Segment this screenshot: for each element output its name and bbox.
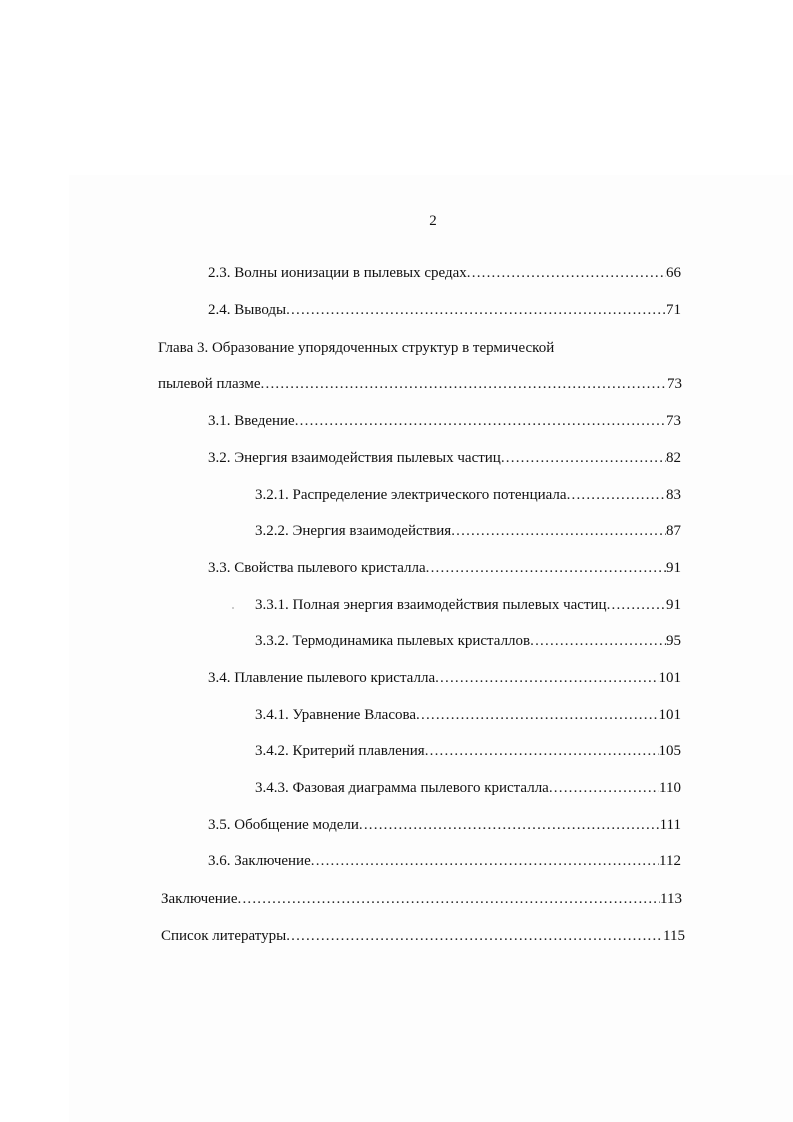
toc-entry-page: 101 bbox=[658, 670, 681, 686]
toc-entry-title: пылевой плазме bbox=[158, 376, 261, 392]
toc-entry-title: 3.3. Свойства пылевого кристалла bbox=[208, 560, 426, 576]
toc-leader-dots bbox=[425, 742, 659, 760]
toc-entry-page: 95 bbox=[666, 633, 681, 649]
toc-entry-title: 3.1. Введение bbox=[208, 413, 295, 429]
toc-entry-page: 110 bbox=[659, 780, 681, 796]
toc-entry-page: 91 bbox=[666, 560, 681, 576]
toc-entry-title: Глава 3. Образование упорядоченных структур в термической bbox=[158, 340, 555, 356]
toc-leader-dots bbox=[530, 632, 666, 650]
toc-entry-title: 3.5. Обобщение модели bbox=[208, 817, 359, 833]
toc-entry-3-3-2[interactable] bbox=[255, 632, 681, 650]
toc-entry-page: 115 bbox=[663, 928, 685, 944]
toc-entry-title: 3.4. Плавление пылевого кристалла bbox=[208, 670, 436, 686]
toc-leader-dots bbox=[295, 412, 666, 430]
toc-entry-3-4-2[interactable] bbox=[255, 742, 681, 760]
toc-entry-page: 91 bbox=[666, 597, 681, 613]
toc-leader-dots bbox=[549, 779, 659, 797]
toc-entry-title: 2.3. Волны ионизации в пылевых средах bbox=[208, 265, 467, 281]
toc-entry-title: 2.4. Выводы bbox=[208, 302, 287, 318]
toc-entry-bibliography[interactable] bbox=[161, 927, 685, 945]
toc-entry-title: Заключение bbox=[161, 891, 238, 907]
toc-entry-title: 3.2.1. Распределение электрического потенциала bbox=[255, 487, 567, 503]
toc-entry-title: 3.3.1. Полная энергия взаимодействия пылевых частиц bbox=[255, 597, 607, 613]
toc-leader-dots bbox=[286, 301, 666, 319]
toc-entry-title: 3.2. Энергия взаимодействия пылевых частиц bbox=[208, 450, 501, 466]
toc-entry-page: 73 bbox=[666, 413, 681, 429]
toc-leader-dots bbox=[359, 816, 660, 834]
toc-entry-page: 101 bbox=[658, 707, 681, 723]
toc-entry-3-3-1[interactable] bbox=[255, 596, 681, 614]
toc-entry-page: 82 bbox=[666, 450, 681, 466]
toc-entry-title: 3.4.1. Уравнение Власова bbox=[255, 707, 417, 723]
toc-entry-2-4[interactable] bbox=[208, 301, 681, 319]
toc-entry-3-3[interactable] bbox=[208, 559, 681, 577]
toc-leader-dots bbox=[607, 596, 666, 614]
toc-entry-3-1[interactable] bbox=[208, 412, 681, 430]
toc-entry-3-2-2[interactable] bbox=[255, 522, 681, 540]
toc-leader-dots bbox=[238, 890, 661, 908]
toc-leader-dots bbox=[416, 706, 658, 724]
toc-entry-page: 111 bbox=[659, 817, 681, 833]
toc-entry-page: 105 bbox=[658, 743, 681, 759]
toc-entry-3-4-1[interactable] bbox=[255, 706, 681, 724]
toc-entry-3-4-3[interactable] bbox=[255, 779, 681, 797]
toc-entry-3-2-1[interactable] bbox=[255, 486, 681, 504]
toc-entry-conclusion[interactable] bbox=[161, 890, 682, 908]
toc-entry-page: 112 bbox=[659, 853, 681, 869]
scan-speck bbox=[232, 607, 234, 609]
toc-leader-dots bbox=[426, 559, 666, 577]
toc-entry-chapter-3[interactable] bbox=[158, 375, 682, 393]
toc-leader-dots bbox=[501, 449, 666, 467]
toc-leader-dots bbox=[261, 375, 667, 393]
toc-entry-page: 83 bbox=[666, 487, 681, 503]
toc-entry-page: 66 bbox=[666, 265, 681, 281]
page-number: 2 bbox=[429, 213, 437, 229]
toc-chapter-3-heading[interactable] bbox=[158, 339, 554, 357]
toc-entry-3-4[interactable] bbox=[208, 669, 681, 687]
toc-leader-dots bbox=[451, 522, 666, 540]
toc-entry-page: 73 bbox=[667, 376, 682, 392]
toc-leader-dots bbox=[311, 852, 659, 870]
toc-leader-dots bbox=[567, 486, 666, 504]
toc-entry-title: 3.2.2. Энергия взаимодействия bbox=[255, 523, 452, 539]
toc-entry-title: 3.4.3. Фазовая диаграмма пылевого кристалла bbox=[255, 780, 549, 796]
toc-entry-3-2[interactable] bbox=[208, 449, 681, 467]
toc-entry-title: 3.6. Заключение bbox=[208, 853, 311, 869]
toc-entry-title: 3.3.2. Термодинамика пылевых кристаллов bbox=[255, 633, 531, 649]
toc-entry-title: Список литературы bbox=[161, 928, 287, 944]
toc-leader-dots bbox=[435, 669, 658, 687]
toc-entry-2-3[interactable] bbox=[208, 264, 681, 282]
toc-leader-dots bbox=[467, 264, 666, 282]
toc-entry-title: 3.4.2. Критерий плавления bbox=[255, 743, 425, 759]
toc-leader-dots bbox=[286, 927, 663, 945]
toc-entry-page: 71 bbox=[666, 302, 681, 318]
toc-entry-3-6[interactable] bbox=[208, 852, 681, 870]
toc-entry-page: 87 bbox=[666, 523, 681, 539]
toc-entry-page: 113 bbox=[660, 891, 682, 907]
toc-entry-3-5[interactable] bbox=[208, 816, 681, 834]
